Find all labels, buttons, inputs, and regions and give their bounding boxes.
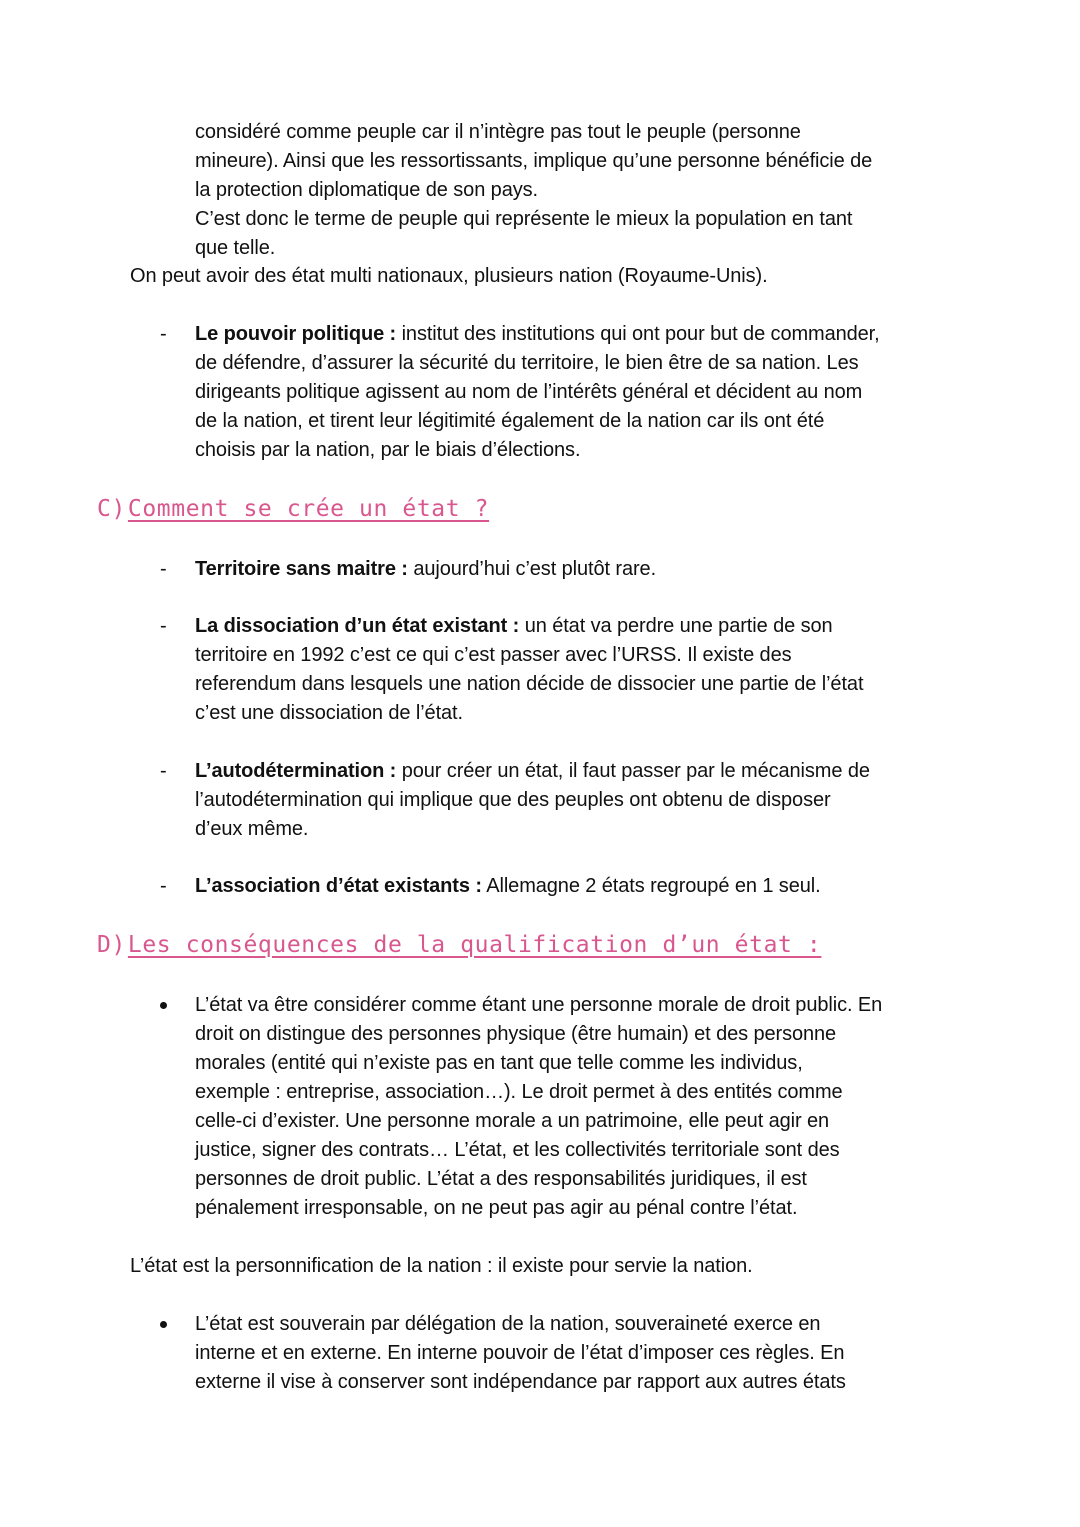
item-line: c’est une dissociation de l’état. (195, 702, 463, 724)
bullet-line: pénalement irresponsable, on ne peut pas agir au pénal contre l’état. (195, 1197, 798, 1219)
term-text: un état va perdre une partie de son (519, 615, 833, 637)
intro-line: que telle. (195, 237, 276, 259)
section-heading-c (97, 494, 489, 524)
term-text: Allemagne 2 états regroupé en 1 seul. (481, 875, 821, 897)
dash-marker: - (160, 615, 167, 637)
list-item-dissociation (195, 612, 833, 641)
bullet-line: L’état va être considérer comme étant une personne morale de droit public. En (195, 994, 883, 1016)
list-item-association (195, 872, 821, 901)
item-line: referendum dans lesquels une nation décide de dissocier une partie de l’état (195, 673, 864, 695)
bullet-line: morales (entité qui n’existe pas en tant que telle comme les individus, (195, 1052, 803, 1074)
intro-line: la protection diplomatique de son pays. (195, 179, 538, 201)
intro-line: considéré comme peuple car il n’intègre pas tout le peuple (personne (195, 121, 801, 143)
item-line: territoire en 1992 c’est ce qui c’est passer avec l’URSS. Il existe des (195, 644, 792, 666)
bullet-line: interne et en externe. En interne pouvoir de l’état d’imposer ces règles. En (195, 1342, 845, 1364)
item-line: l’autodétermination qui implique que des peuples ont obtenu de disposer (195, 789, 831, 811)
section-title: Les conséquences de la qualification d’un état : (127, 932, 822, 958)
list-item-autodetermination (195, 757, 870, 786)
term-text: aujourd’hui c’est plutôt rare. (407, 558, 657, 580)
section-letter: C) (97, 496, 126, 522)
bullet-line: droit on distingue des personnes physique (être humain) et des personne (195, 1023, 837, 1045)
item-line: de défendre, d’assurer la sécurité du territoire, le bien être de sa nation. Les (195, 352, 859, 374)
intro-note: On peut avoir des état multi nationaux, plusieurs nation (Royaume-Unis). (130, 265, 768, 287)
section-letter: D) (97, 932, 126, 958)
term-label: Territoire sans maitre : (195, 558, 408, 580)
item-line: d’eux même. (195, 818, 309, 840)
item-line: de la nation, et tirent leur légitimité également de la nation car ils ont été (195, 410, 825, 432)
bullet-line: justice, signer des contrats… L’état, et les collectivités territoriale sont des (195, 1139, 840, 1161)
term-text: institut des institutions qui ont pour but de commander, (396, 323, 880, 345)
bullet-line: exemple : entreprise, association…). Le droit permet à des entités comme (195, 1081, 843, 1103)
bullet-line: celle-ci d’exister. Une personne morale a un patrimoine, elle peut agir en (195, 1110, 830, 1132)
list-item-territoire (195, 555, 656, 584)
dash-marker: - (160, 558, 167, 580)
intro-line: C’est donc le terme de peuple qui représente le mieux la population en tant (195, 208, 853, 230)
term-label: L’autodétermination : (195, 760, 397, 782)
bullet-icon (160, 1321, 167, 1328)
section-heading-d (97, 930, 821, 960)
section-note: L’état est la personnification de la nation : il existe pour servie la nation. (130, 1255, 753, 1277)
term-label: Le pouvoir politique : (195, 323, 397, 345)
term-label: La dissociation d’un état existant : (195, 615, 520, 637)
term-text: pour créer un état, il faut passer par le mécanisme de (396, 760, 870, 782)
dash-marker: - (160, 875, 167, 897)
dash-marker: - (160, 323, 167, 345)
bullet-icon (160, 1002, 167, 1009)
item-line: dirigeants politique agissent au nom de l’intérêts général et décident au nom (195, 381, 863, 403)
bullet-line: L’état est souverain par délégation de la nation, souveraineté exerce en (195, 1313, 821, 1335)
item-line: choisis par la nation, par le biais d’élections. (195, 439, 581, 461)
intro-line: mineure). Ainsi que les ressortissants, implique qu’une personne bénéficie de (195, 150, 873, 172)
bullet-line: externe il vise à conserver sont indépendance par rapport aux autres états (195, 1371, 846, 1393)
term-label: L’association d’état existants : (195, 875, 482, 897)
section-title: Comment se crée un état ? (127, 496, 490, 522)
bullet-line: personnes de droit public. L’état a des responsabilités juridiques, il est (195, 1168, 807, 1190)
dash-marker: - (160, 760, 167, 782)
list-item-pouvoir-politique (195, 320, 880, 349)
